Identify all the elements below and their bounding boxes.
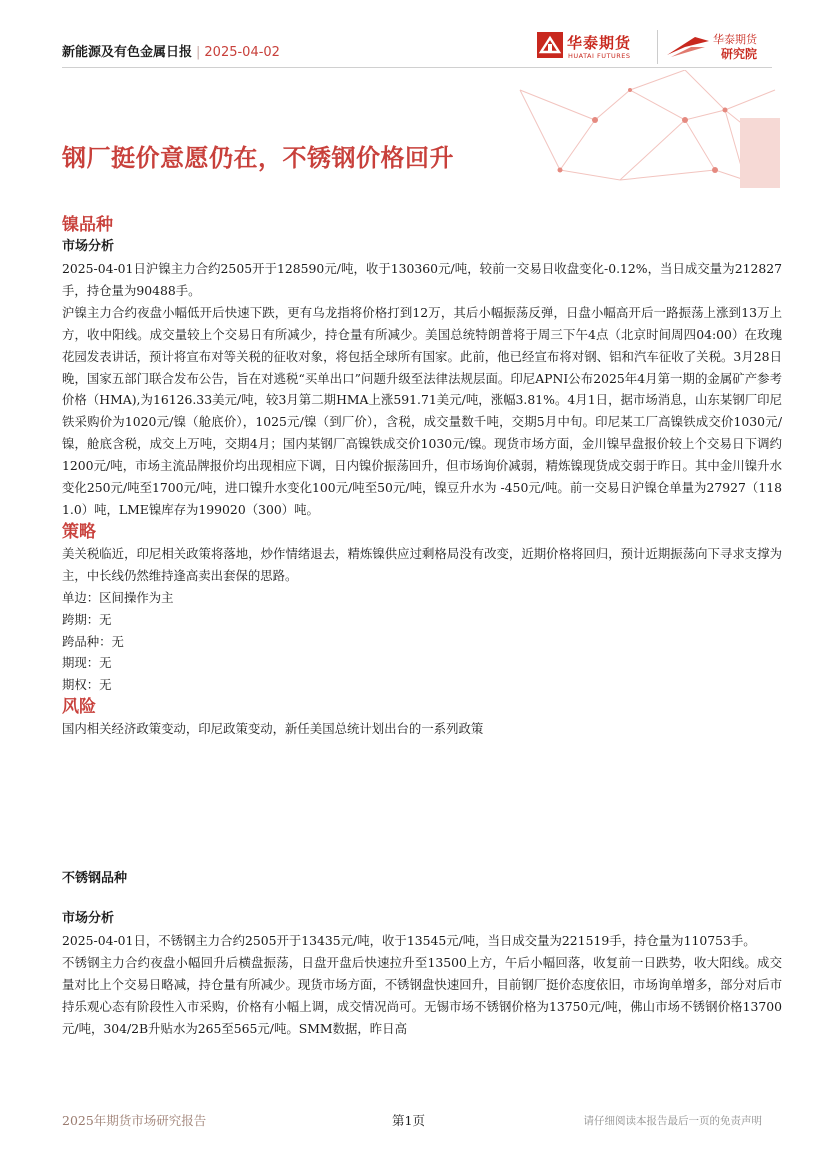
nickel-section-title: 镍品种 <box>62 215 113 235</box>
page-number: 第1页 <box>392 1113 425 1128</box>
institute-logo-icon <box>665 33 711 59</box>
nickel-market-heading: 市场分析 <box>62 239 115 254</box>
nickel-strategy-text: 美关税临近，印尼相关政策将落地，炒作情绪退去，精炼镍供应过剩格局没有改变，近期价格将回归，预计近期振荡向下寻求支撑为主，中长线仍然维持逢高卖出套保的思路。 <box>62 545 782 583</box>
title-separator: | <box>196 45 201 60</box>
footer-report-name: 2025年期货市场研究报告 <box>62 1113 207 1128</box>
stainless-market-paragraph: 2025-04-01日，不锈钢主力合约2505开于13435元/吨，收于13545元/吨，当日成交量为221519手，持仓量为110753手。 <box>62 933 756 949</box>
brand-name-en: HUATAI FUTURES <box>568 52 631 60</box>
strategy-item: 跨期：无 <box>62 611 112 627</box>
nickel-risk-heading: 风险 <box>62 697 96 718</box>
report-date: 2025-04-02 <box>204 45 280 60</box>
report-name: 新能源及有色金属日报 <box>62 45 193 60</box>
huatai-logo-icon <box>537 32 563 58</box>
nickel-market-paragraph: 沪镍主力合约夜盘小幅低开后快速下跌，更有乌龙指将价格打到12万，其后小幅振荡反弹，日盘小幅高开后一路振荡上涨到13万上方，收中阳线。成交量较上个交易日有所减少，持仓量有所减少。美国总统特朗普将于周三下午4点（北京时间周四04:00）在玫瑰花园发表讲话，预计将宣布对等关税的征收对象，将包括全球所有国家。此前，他已经宣布将对钢、铝和汽车征收了关税。3月28日晚，国家五部门联合发布公告，旨在对逃税“买单出口”问题升级至法律法规层面。印尼APNI公布2025年4月第一期的金属矿产参考价格（HMA),为16126.33美元/吨，较3月第二期HMA上涨591.71美元/吨，涨幅3.81%。4月1日，据市场消息，山东某钢厂印尼铁采购价为1020元/镍（舱底价），1025元/镍（到厂价），含税，成交量数千吨，交期5月中旬。印尼某工厂高镍铁成交价1030元/镍，舱底含税，成交上万吨，交期4月；国内某钢厂高镍铁成交价1030元/镍。现货市场方面，金川镍早盘报价较上个交易日下调约1200元/吨，市场主流品牌报价均出现相应下调，日内镍价振荡回升，但市场询价减弱，精炼镍现货成交弱于昨日。其中金川镍升水变化250元/吨至1700元/吨，进口镍升水变化100元/吨至50元/吨，镍豆升水为 -450元/吨。前一交易日沪镍仓单量为27927（1181.0）吨，LME镍库存为199020（300）吨。 <box>62 304 782 517</box>
brand-name-cn: 华泰期货 <box>567 34 632 52</box>
strategy-item: 期现：无 <box>62 655 112 671</box>
report-body <box>62 208 782 1040</box>
report-title <box>62 41 280 60</box>
nickel-market-paragraph: 2025-04-01日沪镍主力合约2505开于128590元/吨，收于130360元/吨，较前一交易日收盘变化-0.12%，当日成交量为212827手，持仓量为90488手。 <box>62 261 782 298</box>
strategy-item: 期权：无 <box>62 677 112 693</box>
huatai-futures-logo <box>537 30 657 64</box>
institute-name-line1: 华泰期货 <box>713 33 757 46</box>
strategy-item: 跨品种：无 <box>62 633 124 649</box>
banner-network-graphic <box>500 70 780 192</box>
nickel-strategy-heading: 策略 <box>62 521 96 542</box>
main-title: 钢厂挺价意愿仍在，不锈钢价格回升 <box>62 144 454 172</box>
institute-name-line2: 研究院 <box>721 47 758 61</box>
page-footer <box>62 1109 772 1133</box>
logo-divider <box>657 30 658 64</box>
disclaimer-note: 请仔细阅读本报告最后一页的免责声明 <box>583 1115 762 1127</box>
stainless-market-heading: 市场分析 <box>62 911 115 927</box>
header-rule <box>62 67 772 68</box>
stainless-section-title: 不锈钢品种 <box>62 871 128 887</box>
nickel-risk-text: 国内相关经济政策变动，印尼政策变动，新任美国总统计划出台的一系列政策 <box>62 721 484 737</box>
strategy-item: 单边：区间操作为主 <box>62 589 174 605</box>
stainless-market-paragraph: 不锈钢主力合约夜盘小幅回升后横盘振荡，日盘开盘后快速拉升至13500上方，午后小幅回落，收复前一日跌势，收大阳线。成交量对比上个交易日略减，持仓量有所减少。现货市场方面，不锈钢盘快速回升，目前钢厂挺价态度依旧，市场询单增多，部分对后市持乐观心态有阶段性入市采购，价格有小幅上调，成交情况尚可。无锡市场不锈钢价格为13750元/吨，佛山市场不锈钢价格13700元/吨，304/2B升贴水为265至565元/吨。SMM数据，昨日高 <box>62 955 782 1036</box>
research-institute-logo <box>665 30 775 64</box>
page-header <box>0 0 826 70</box>
